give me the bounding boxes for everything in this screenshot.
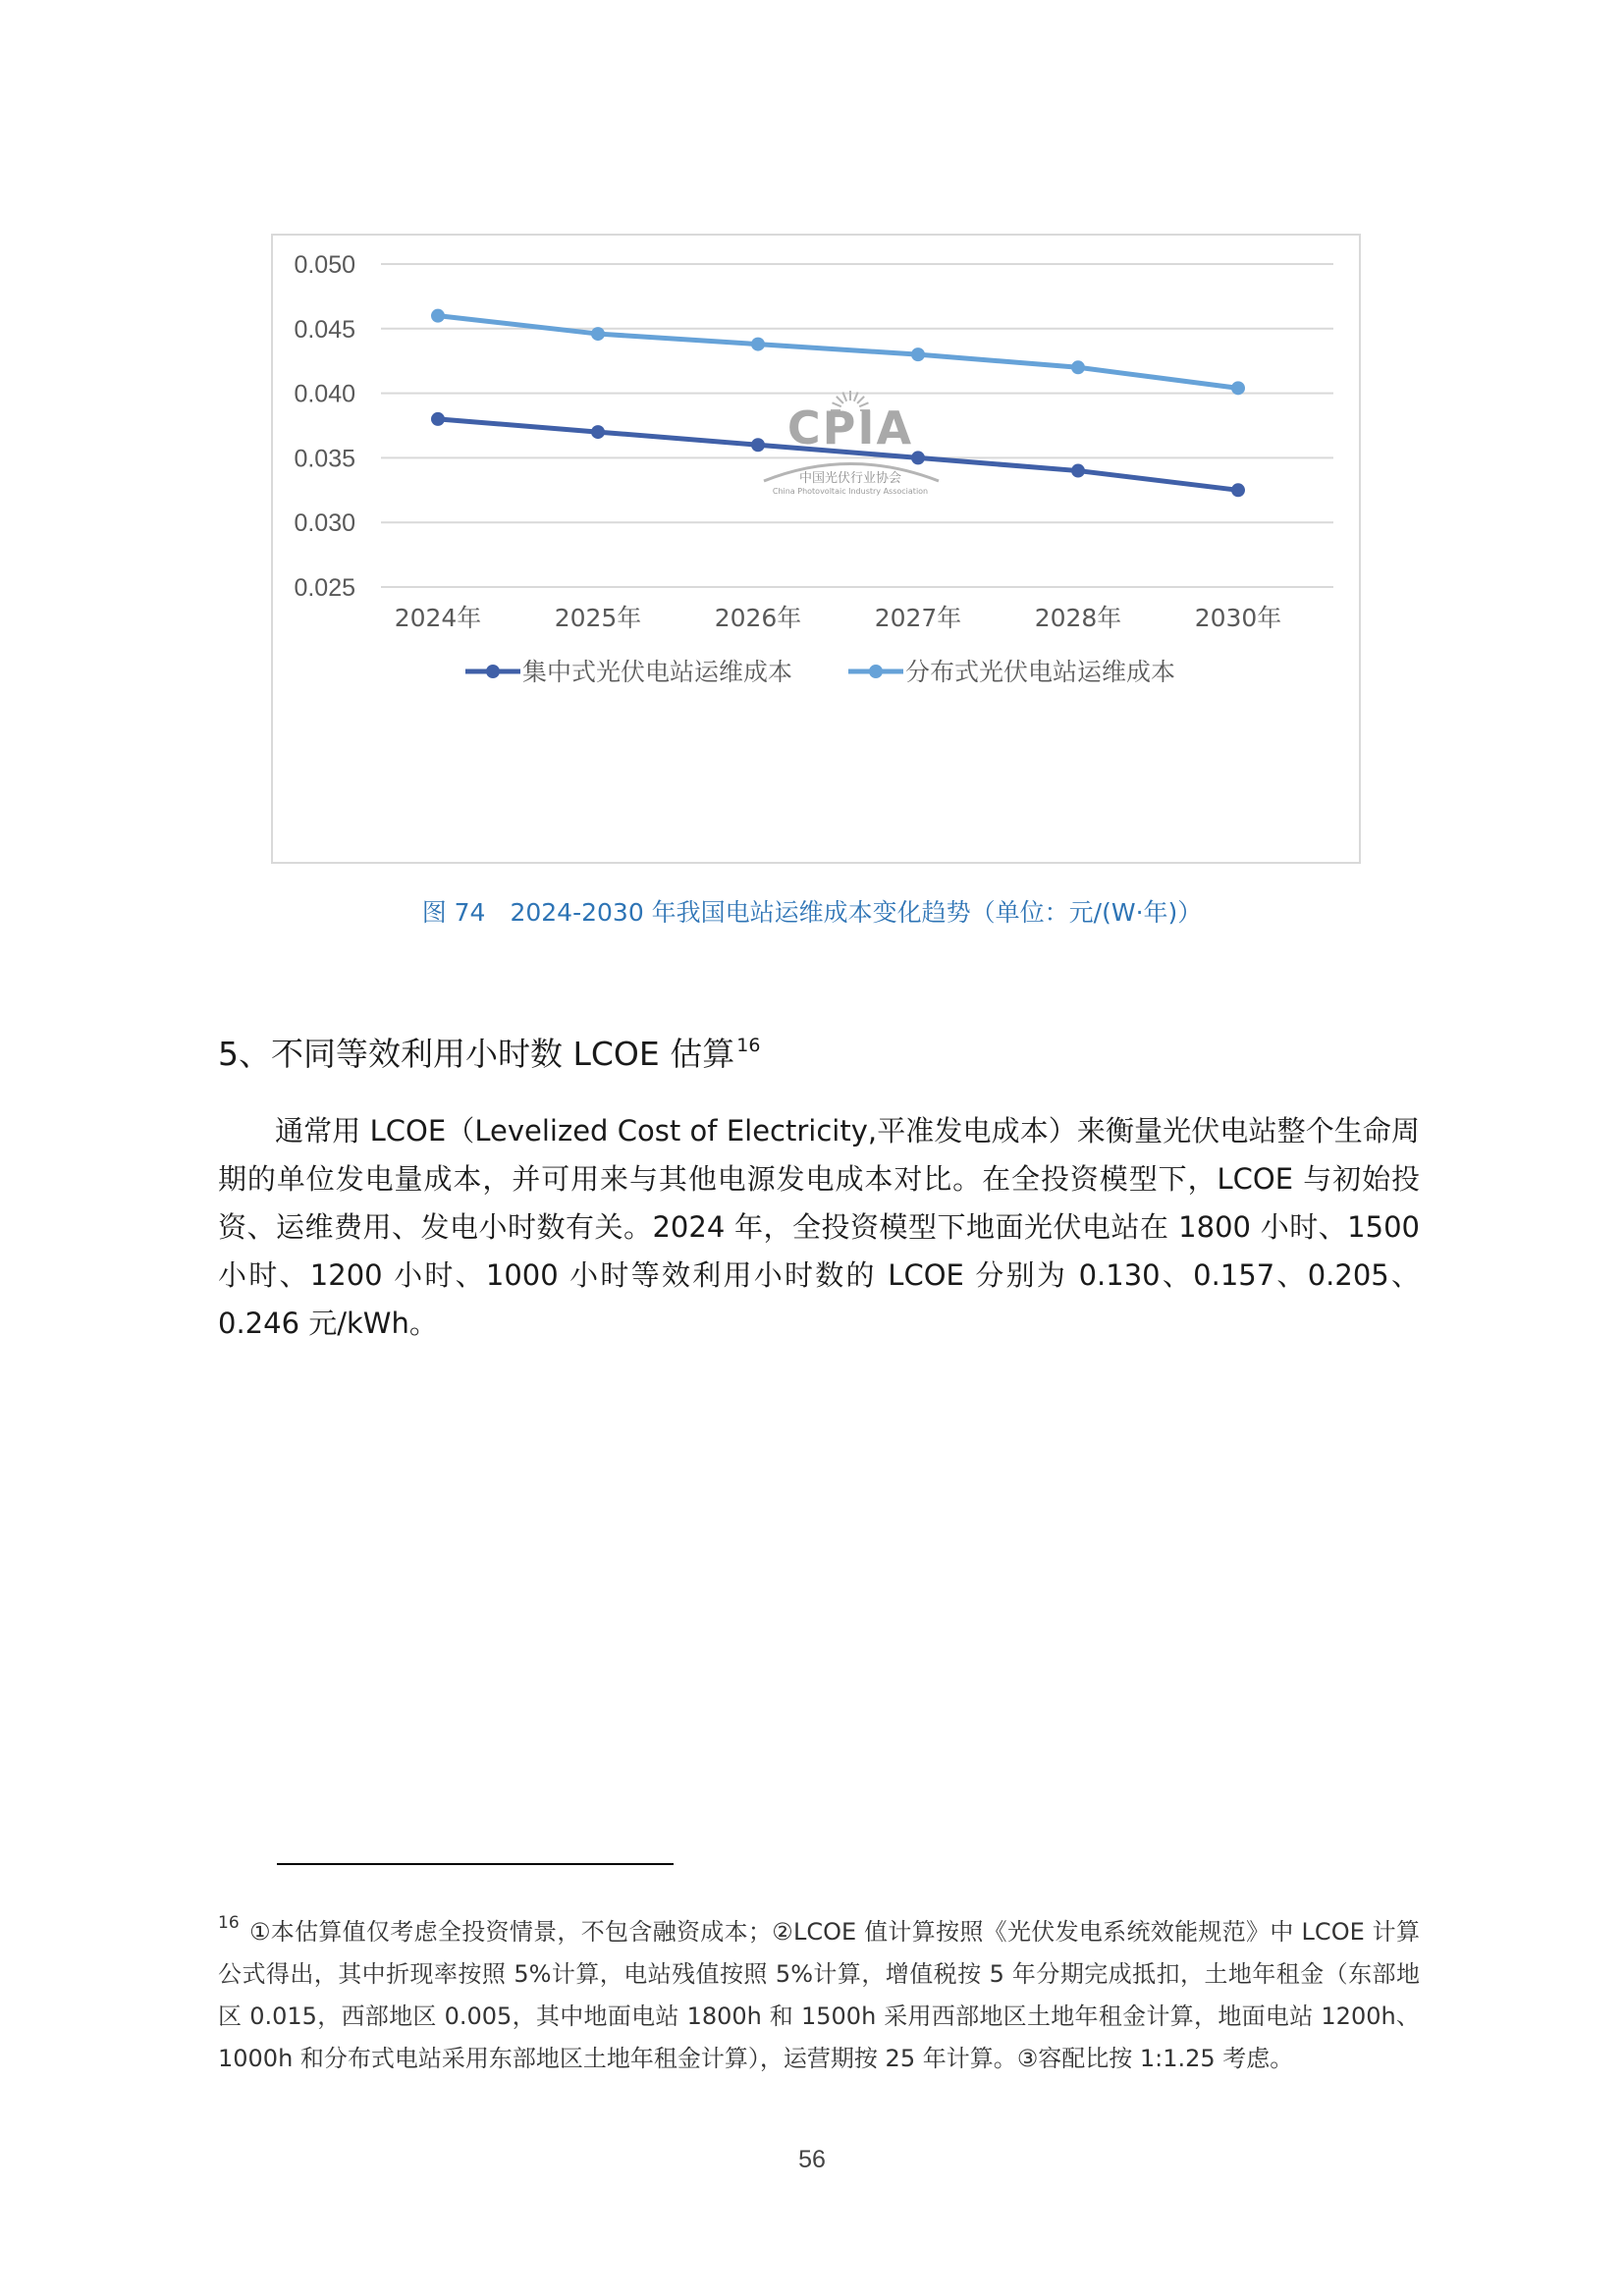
footnote-divider (277, 1863, 674, 1865)
data-point (591, 425, 605, 439)
watermark-sub-text: 中国光伏行业协会 (798, 471, 902, 486)
data-point (751, 338, 765, 351)
figure-caption: 图 74 2024-2030 年我国电站运维成本变化趋势（单位：元/(W·年)） (421, 898, 1203, 927)
series-line (438, 316, 1238, 389)
cpia-watermark (764, 391, 939, 496)
section-heading-text: 5、不同等效利用小时数 LCOE 估算 (218, 1035, 735, 1073)
y-tick-label: 0.030 (294, 509, 355, 538)
data-point (431, 309, 445, 323)
x-tick-label: 2026年 (714, 604, 802, 632)
data-point (751, 438, 765, 452)
y-tick-label: 0.025 (294, 574, 355, 602)
data-point (591, 327, 605, 341)
footnote-text: ①本估算值仅考虑全投资情景，不包含融资成本；②LCOE 值计算按照《光伏发电系统效能规范》中 LCOE 计算公式得出，其中折现率按照 5%计算，电站残值按照 5%计算，增值税按 5 年分期完成抵扣，土地年租金（东部地区 0.015，西部地区 0.005，其中地面电站 1800h 和 1500h 采用西部地区土地年租金计算，地面电站 1200h、1000h 和分布式电站采用东部地区土地年租金计算），运营期按 25 年计算。③容配比按 1:1.25 考虑。 (218, 1918, 1420, 2072)
page-number: 56 (798, 2146, 826, 2173)
data-point (911, 451, 925, 464)
line-chart-frame (271, 234, 1361, 864)
data-point (431, 412, 445, 426)
legend-marker (869, 665, 883, 678)
y-tick-label: 0.040 (294, 380, 355, 408)
data-point (1071, 464, 1085, 478)
watermark-sub2-text: China Photovoltaic Industry Association (772, 487, 929, 496)
cost-trend-line-chart (273, 236, 1363, 866)
chart-legend (465, 658, 1175, 686)
data-point (911, 347, 925, 361)
y-tick-label: 0.035 (294, 445, 355, 473)
legend-marker (486, 665, 500, 678)
x-tick-label: 2024年 (394, 604, 482, 632)
x-tick-label: 2030年 (1194, 604, 1282, 632)
data-point (1231, 381, 1245, 395)
data-point (1231, 483, 1245, 497)
section-heading (218, 1029, 760, 1075)
watermark-main-text: CPIA (786, 401, 914, 454)
legend-label: 分布式光伏电站运维成本 (905, 658, 1176, 686)
x-tick-label: 2028年 (1034, 604, 1122, 632)
footnote (218, 1902, 1420, 2080)
data-point (1071, 360, 1085, 374)
x-axis-tick-labels (395, 604, 1282, 632)
body-paragraph: 通常用 LCOE（Levelized Cost of Electricity,平准发电成本）来衡量光伏电站整个生命周期的单位发电量成本，并可用来与其他电源发电成本对比。在全投资模型下，LCOE 与初始投资、运维费用、发电小时数有关。2024 年，全投资模型下地面光伏电站在 1800 小时、1500 小时、1200 小时、1000 小时等效利用小时数的 LCOE 分别为 0.130、0.157、0.205、0.246 元/kWh。 (218, 1114, 1420, 1340)
y-tick-label: 0.045 (294, 315, 355, 344)
footnote-number: 16 (218, 1913, 240, 1933)
x-tick-label: 2027年 (874, 604, 962, 632)
legend-label: 集中式光伏电站运维成本 (522, 658, 793, 686)
footnote-ref: 16 (736, 1035, 761, 1056)
y-axis-tick-labels (294, 251, 355, 602)
y-tick-label: 0.050 (294, 251, 355, 279)
x-tick-label: 2025年 (554, 604, 642, 632)
